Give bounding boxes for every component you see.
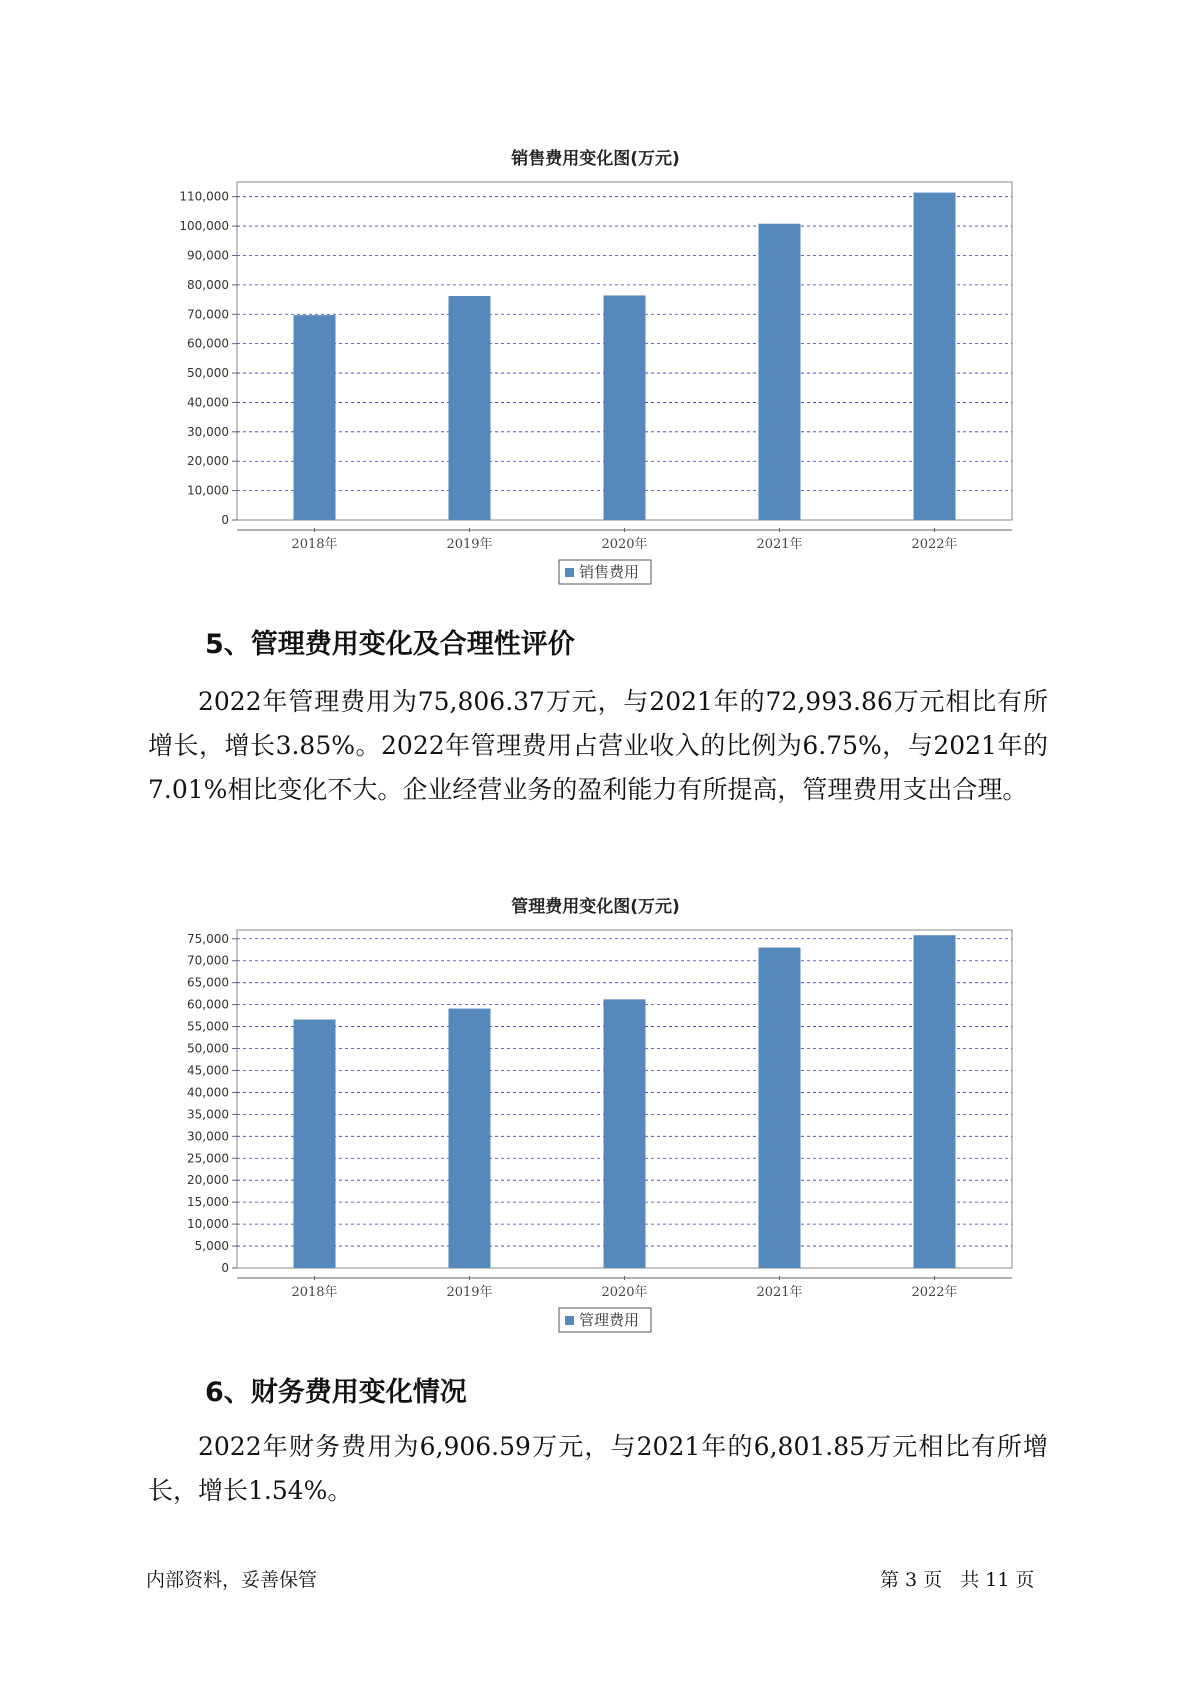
chart1-xtick-label: 2018年 [291, 537, 338, 552]
chart2-ytick-label: 70,000 [187, 953, 229, 968]
chart1-xtick-label: 2020年 [601, 537, 648, 552]
section5-paragraph: 2022年管理费用为75,806.37万元，与2021年的72,993.86万元相比有所增长，增长3.85%。2022年管理费用占营业收入的比例为6.75%，与2021年的7.01%相比变化不大。企业经营业务的盈利能力有所提高，管理费用支出合理。 [148, 687, 1048, 804]
chart2-bar [449, 1009, 491, 1268]
chart1-ytick-label: 20,000 [187, 454, 229, 469]
chart1-ytick-label: 60,000 [187, 336, 229, 351]
chart1-ytick-label: 0 [221, 513, 229, 527]
chart2-xtick-label: 2022年 [911, 1285, 958, 1300]
chart2-ytick-label: 75,000 [187, 931, 229, 946]
chart1-ytick-label: 10,000 [187, 483, 229, 498]
chart1-bar [604, 295, 646, 520]
chart2-ytick-label: 45,000 [187, 1063, 229, 1078]
chart2-ytick-label: 60,000 [187, 997, 229, 1012]
chart2-ytick-label: 65,000 [187, 975, 229, 990]
chart1-legend-label: 销售费用 [579, 563, 640, 581]
chart2-xtick-label: 2021年 [756, 1285, 803, 1300]
page-unit: 页 [923, 1569, 943, 1591]
chart2-ytick-label: 25,000 [187, 1151, 229, 1166]
chart1-ytick-label: 70,000 [187, 307, 229, 322]
section5-heading: 5、管理费用变化及合理性评价 [205, 629, 575, 660]
chart1-ytick-label: 110,000 [179, 189, 229, 204]
chart1-bar [759, 224, 801, 520]
sales-expense-chart [0, 170, 1191, 581]
chart1-legend-swatch [565, 568, 574, 577]
footer-confidential: 内部资料，妥善保管 [146, 1569, 318, 1591]
chart2-title: 管理费用变化图(万元) [511, 897, 680, 917]
chart2-bar [294, 1020, 336, 1268]
total-num: 11 [985, 1569, 1010, 1591]
chart1-title: 销售费用变化图(万元) [511, 149, 680, 169]
chart2-xtick-label: 2019年 [446, 1285, 493, 1300]
chart2-ytick-label: 20,000 [187, 1173, 229, 1188]
chart1-xtick-label: 2021年 [756, 537, 803, 552]
chart2-bar [604, 999, 646, 1268]
chart2-ytick-label: 35,000 [187, 1107, 229, 1122]
chart1-xtick-label: 2019年 [446, 537, 493, 552]
chart1-ytick-label: 90,000 [187, 248, 229, 263]
chart2-bar [914, 935, 956, 1268]
section6-heading: 6、财务费用变化情况 [205, 1377, 467, 1408]
chart2-xtick-label: 2020年 [601, 1285, 648, 1300]
footer-page-number [880, 1565, 1040, 1592]
page-prefix: 第 [880, 1569, 900, 1591]
chart2-ytick-label: 15,000 [187, 1195, 229, 1210]
page-num: 3 [905, 1569, 918, 1591]
chart2-ytick-label: 10,000 [187, 1217, 229, 1232]
chart1-bar [294, 315, 336, 520]
chart2-xtick-label: 2018年 [291, 1285, 338, 1300]
chart2-ytick-label: 30,000 [187, 1129, 229, 1144]
chart2-ytick-label: 55,000 [187, 1019, 229, 1034]
chart2-ytick-label: 5,000 [194, 1239, 229, 1254]
chart1-ytick-label: 100,000 [179, 219, 229, 234]
total-prefix: 共 [960, 1569, 980, 1591]
chart2-ytick-label: 40,000 [187, 1085, 229, 1100]
chart2-bar [759, 948, 801, 1268]
chart1-ytick-label: 50,000 [187, 366, 229, 381]
chart2-ytick-label: 50,000 [187, 1041, 229, 1056]
total-unit: 页 [1015, 1569, 1035, 1591]
chart1-xtick-label: 2022年 [911, 537, 958, 552]
chart1-bar [914, 193, 956, 520]
chart1-bar [449, 296, 491, 520]
chart1-ytick-label: 80,000 [187, 277, 229, 292]
chart2-ytick-label: 0 [221, 1261, 229, 1275]
chart2-legend-label: 管理费用 [579, 1311, 640, 1329]
chart1-ytick-label: 40,000 [187, 395, 229, 410]
chart1-ytick-label: 30,000 [187, 424, 229, 439]
chart2-legend-swatch [565, 1316, 574, 1325]
section6-paragraph: 2022年财务费用为6,906.59万元，与2021年的6,801.85万元相比有所增长，增长1.54%。 [148, 1432, 1048, 1505]
management-expense-chart [0, 918, 1191, 1329]
